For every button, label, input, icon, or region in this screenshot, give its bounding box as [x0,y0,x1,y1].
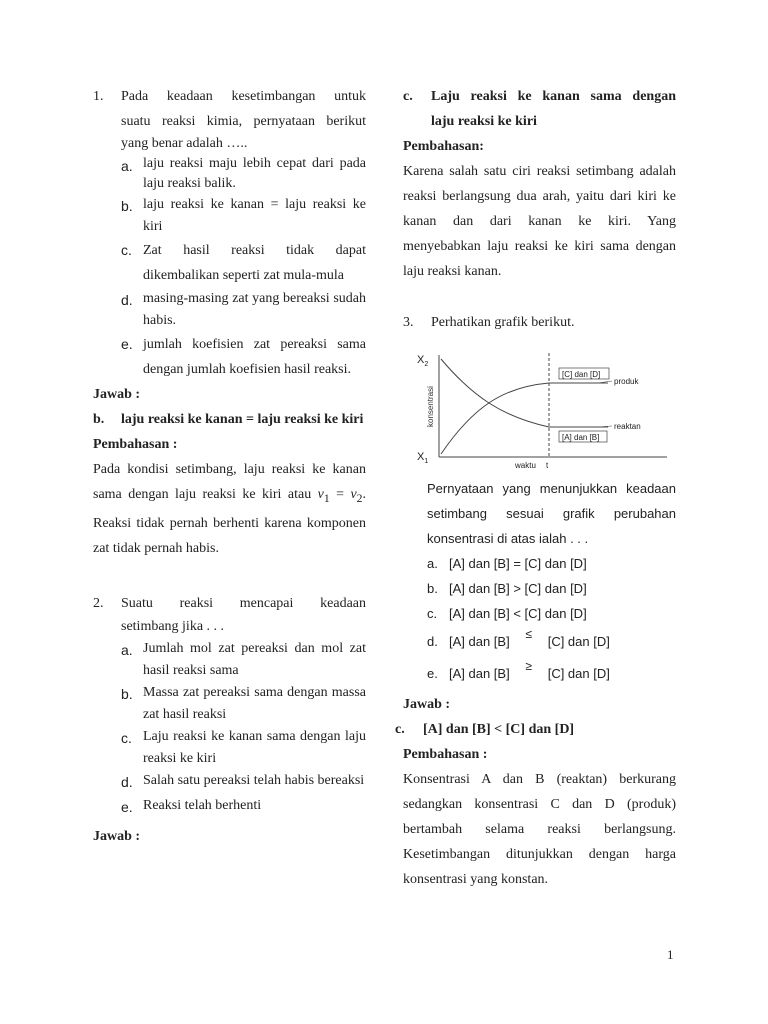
option-text: Massa zat pereaksi sama dengan massa zat hasil reaksi [143,684,366,722]
graph-product-curve [441,383,608,454]
option-text: Salah satu pereaksi telah habis bereaksi [143,772,365,788]
concentration-graph [403,347,676,472]
option-relation: ≤ [525,627,532,641]
statement-text: Pernyataan yang menunjukkan keadaan setimbang sesuai grafik perubahan konsentrasi di atas ialah . . . [427,481,676,546]
question-number: 3. [403,315,414,330]
option-letter: b. [121,198,133,214]
option-text: Jumlah mol zat pereaksi dan mol zat hasil reaksi sama [143,640,366,678]
answer-letter: c. [403,89,413,104]
option-right: [C] dan [D] [524,606,587,621]
option-letter: c. [427,606,438,621]
option-relation: > [513,581,521,596]
question-number: 1. [93,89,104,104]
question-3 [403,310,676,335]
option-item [121,638,366,682]
graph-ab-label: [A] dan [B] [562,433,600,442]
math-eq: = [329,487,351,502]
option-left: [A] dan [B] [449,634,510,649]
option-item [121,288,366,332]
option-right: [C] dan [D] [524,556,587,571]
option-item [121,194,366,238]
option-letter: e. [121,336,133,352]
option-right: [C] dan [D] [547,634,610,649]
option-letter: e. [427,666,438,681]
option-item [427,551,676,576]
option-left: [A] dan [B] [449,666,510,681]
option-text: masing-masing zat yang bereaksi sudah habis. [143,291,366,328]
pembahasan-text [93,457,366,561]
question-text-line: Pada keadaan kesetimbangan untuk [121,89,366,104]
option-item [121,238,366,288]
option-letter: c. [121,729,132,746]
option-item [121,682,366,726]
right-column [395,84,676,892]
option-item [121,332,366,382]
option-relation: = [513,556,521,571]
pembahasan-label: Pembahasan : [93,437,178,452]
option-text: Reaksi telah berhenti [143,797,262,813]
answer-letter: c. [395,722,405,737]
pembahasan-text-pre: Pada kondisi setimbang, laju reaksi ke kanan sama dengan laju reaksi ke kiri atau [93,462,366,502]
answer-text: [A] dan [B] < [C] dan [D] [423,722,575,737]
option-item [427,658,676,690]
option-item [121,154,366,194]
option-left: [A] dan [B] [449,581,510,596]
options-list [121,638,366,820]
pembahasan-text: Karena salah satu ciri reaksi setimbang adalah reaksi berlangsung dua arah, yaitu dari kiri ke kanan dan dari kanan ke kiri. Yang menyebabkan laju reaksi ke kiri sama dengan laju reaksi kanan. [403,164,676,279]
question-text-line: suatu reaksi kimia, pernyataan berikut [121,114,366,129]
jawab-label: Jawab : [403,697,451,712]
option-left: [A] dan [B] [449,556,510,571]
question-2 [93,591,366,820]
question-text-line: Suatu reaksi mencapai keadaan [121,595,366,611]
option-letter: c. [121,242,132,258]
option-text: jumlah koefisien zat pereaksi sama dengan jumlah koefisien hasil reaksi. [143,337,366,377]
graph-y-top-label: $X_2$ [417,354,429,368]
question-3-body [403,476,676,690]
option-letter: a. [121,641,133,658]
option-letter: b. [427,581,438,596]
answer [395,717,676,742]
graph-x-axis-title: waktu [515,461,536,470]
option-item [121,770,366,795]
option-letter: a. [121,158,133,174]
question-text-line: yang benar adalah ….. [121,136,248,151]
option-relation: ≥ [525,659,532,673]
question-text: Perhatikan grafik berikut. [431,315,575,330]
option-right: [C] dan [D] [547,666,610,681]
answer-text: laju reaksi ke kanan = laju reaksi ke kiri [121,412,364,427]
option-text: Laju reaksi ke kanan sama dengan laju reaksi ke kiri [143,728,366,766]
left-column [93,84,366,849]
option-text: Zat hasil reaksi tidak dapat dikembalikan seperti zat mula-mula [143,243,366,283]
option-letter: b. [121,685,133,702]
pembahasan-label: Pembahasan : [403,747,488,762]
option-item [427,626,676,658]
answer [93,407,366,432]
option-item [121,726,366,770]
math-sub2: 2 [356,491,363,505]
question-1 [93,84,366,382]
math-sub1: 1 [323,491,330,505]
answer-letter: b. [93,412,105,427]
pembahasan-text: Konsentrasi A dan B (reaktan) berkurang sedangkan konsentrasi C dan D (produk) bertambah selama reaksi berlangsung. Kesetimbangan ditunjukkan dengan harga konsentrasi yang konstan. [403,772,676,887]
option-item [427,601,676,626]
jawab-label: Jawab : [93,387,141,402]
jawab-label: Jawab : [93,828,141,844]
option-letter: d. [121,292,133,308]
option-text: laju reaksi ke kanan = laju reaksi ke kiri [143,197,366,234]
pembahasan-text-post: . Reaksi tidak pernah berhenti karena komponen zat tidak pernah habis. [93,487,366,556]
graph-y-bottom-label: $X_1$ [417,451,429,465]
option-letter: d. [121,773,133,790]
graph-t-label: t [546,461,549,470]
pembahasan-label: Pembahasan: [403,139,484,154]
options-list [427,551,676,690]
option-letter: a. [427,556,438,571]
answer [403,84,676,134]
graph-y-axis-title: konsentrasi [426,386,435,427]
graph-cd-label: [C] dan [D] [562,370,601,379]
page-number: 1 [667,947,674,962]
answer-text-line: Laju reaksi ke kanan sama dengan [431,89,676,104]
graph-reaktan-label: reaktan [614,422,641,431]
answer-text-line: laju reaksi ke kiri [431,114,537,129]
question-text-line: setimbang jika . . . [121,618,225,634]
option-letter: d. [427,634,438,649]
question-number: 2. [93,595,104,611]
math-v2: v [350,487,357,502]
graph-produk-label: produk [614,377,639,386]
option-left: [A] dan [B] [449,606,510,621]
option-right: [C] dan [D] [524,581,587,596]
options-list [121,154,366,382]
option-item [121,795,366,820]
option-letter: e. [121,798,133,815]
option-item [427,576,676,601]
option-relation: < [513,606,521,621]
math-v1: v [317,487,324,502]
option-text: laju reaksi maju lebih cepat dari pada laju reaksi balik. [143,156,366,191]
